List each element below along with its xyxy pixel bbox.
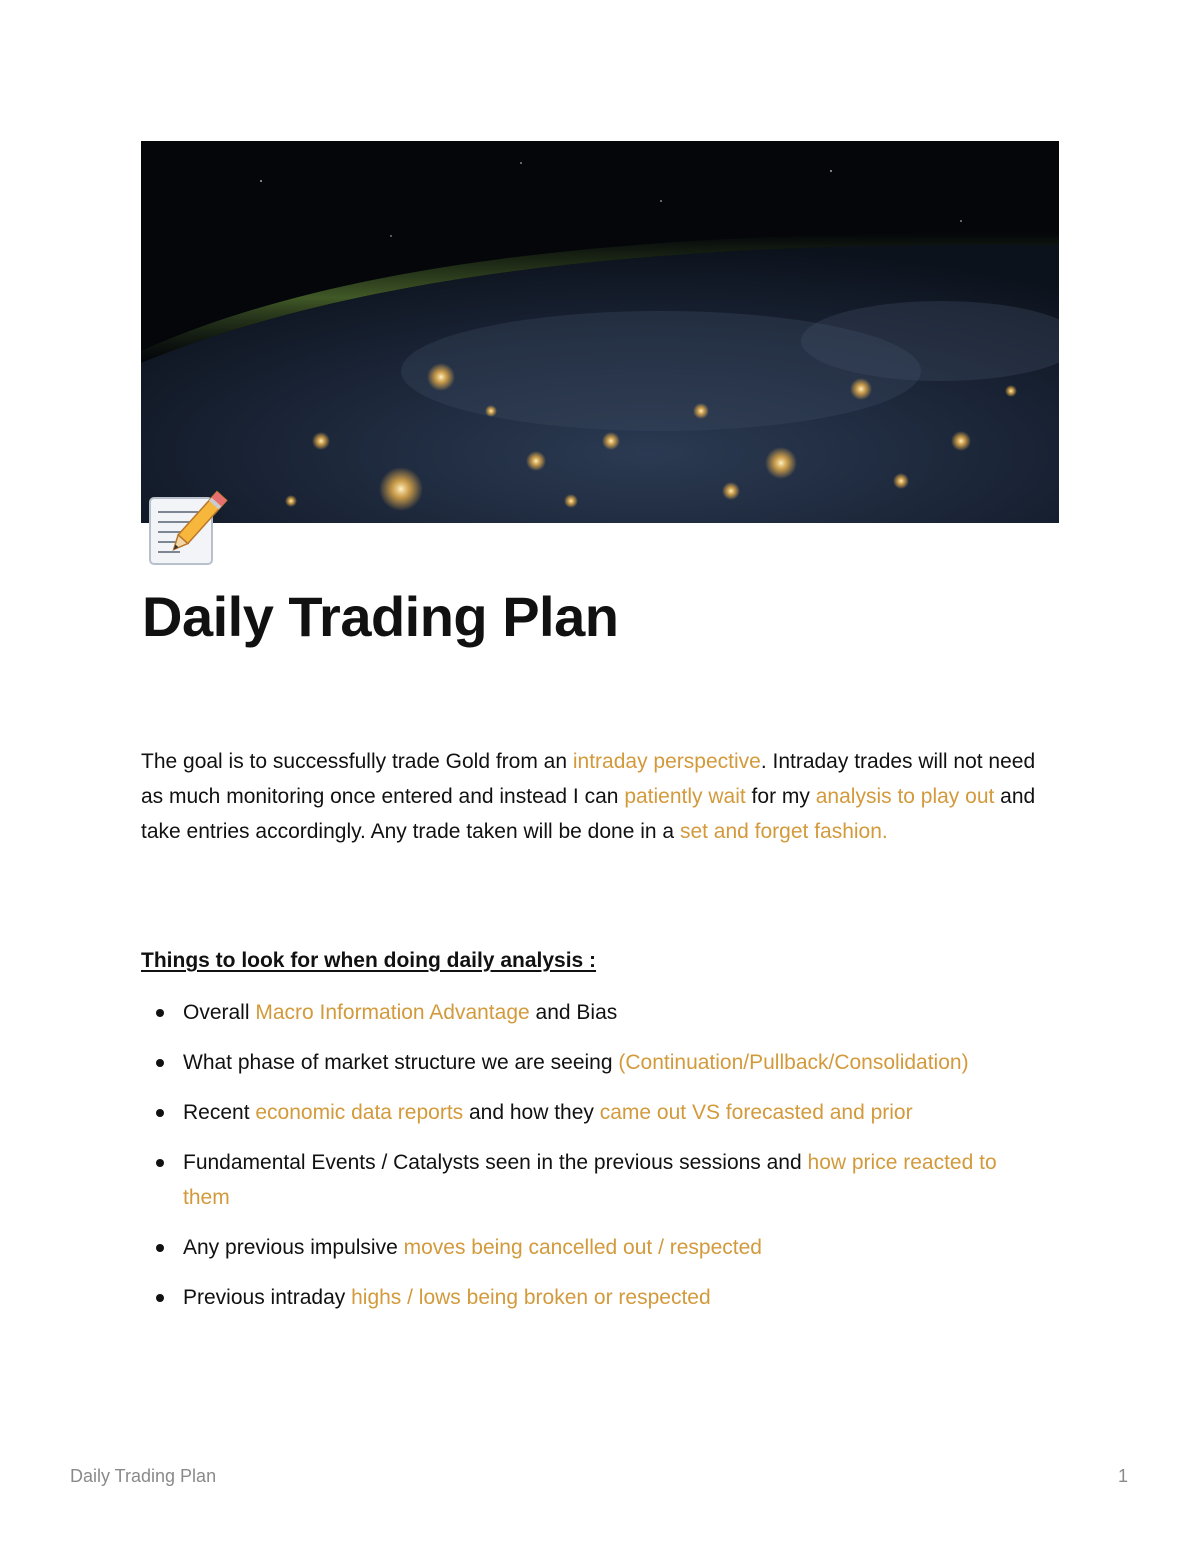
highlighted-text: how price reacted to them (183, 1151, 997, 1209)
list-item (141, 1280, 1041, 1315)
text-run: Fundamental Events / Catalysts seen in the previous sessions and (183, 1151, 808, 1174)
text-run: . Intraday trades will not need as much monitoring once entered and instead I can (141, 750, 1036, 808)
text-run: and Bias (529, 1001, 618, 1024)
page-title: Daily Trading Plan (142, 585, 619, 648)
text-run: The goal is to successfully trade Gold from an (141, 750, 573, 773)
highlighted-text: patiently wait (624, 785, 746, 808)
highlighted-text: set and forget fashion. (679, 820, 888, 843)
cover-image (141, 141, 1059, 523)
highlighted-text: analysis to play out (815, 785, 995, 808)
earth-at-night-image (141, 141, 1059, 523)
bullet-dot-icon (156, 1009, 164, 1017)
text-run: and how they (463, 1101, 600, 1124)
list-item (141, 995, 1041, 1030)
list-item (141, 1145, 1041, 1215)
text-run: What phase of market structure we are seeing (183, 1051, 619, 1074)
text-run: Previous intraday (183, 1286, 352, 1309)
list-item (141, 1095, 1041, 1130)
text-run: for my (745, 785, 816, 808)
highlighted-text: economic data reports (255, 1101, 464, 1124)
bullet-dot-icon (156, 1244, 164, 1252)
text-run: Recent (183, 1101, 256, 1124)
text-run: Any previous impulsive (183, 1236, 404, 1259)
bullet-dot-icon (156, 1294, 164, 1302)
list-item (141, 1045, 1041, 1080)
list-item (141, 1230, 1041, 1265)
highlighted-text: came out VS forecasted and prior (599, 1101, 913, 1124)
highlighted-text: (Continuation/Pullback/Consolidation) (618, 1051, 969, 1074)
highlighted-text: highs / lows being broken or respected (351, 1286, 711, 1309)
analysis-checklist (141, 995, 1041, 1330)
highlighted-text: Macro Information Advantage (255, 1001, 530, 1024)
highlighted-text: moves being cancelled out / respected (403, 1236, 762, 1259)
highlighted-text: intraday perspective (572, 750, 761, 773)
section-heading: Things to look for when doing daily analysis : (141, 949, 597, 972)
text-run: and take entries accordingly. Any trade taken will be done in a (141, 785, 1036, 843)
footer-page-number: 1 (1117, 1466, 1128, 1486)
footer-doc-name: Daily Trading Plan (70, 1466, 217, 1486)
intro-paragraph (141, 744, 1061, 849)
bullet-dot-icon (156, 1159, 164, 1167)
bullet-dot-icon (156, 1109, 164, 1117)
memo-pencil-icon (146, 484, 232, 570)
bullet-dot-icon (156, 1059, 164, 1067)
text-run: Overall (183, 1001, 256, 1024)
